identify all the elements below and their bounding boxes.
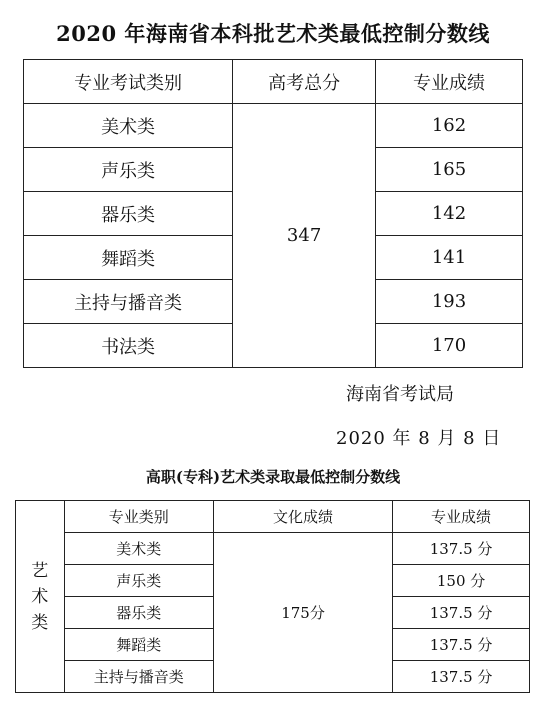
score-cell: 137.5 分 bbox=[393, 661, 530, 693]
category-cell: 美术类 bbox=[64, 533, 213, 565]
main-title: 2020 年海南省本科批艺术类最低控制分数线 bbox=[56, 21, 490, 46]
total-score-cell: 347 bbox=[233, 104, 376, 368]
category-cell: 主持与播音类 bbox=[64, 661, 213, 693]
score-cell: 150 分 bbox=[393, 565, 530, 597]
issue-date: 2020 年 8 月 8 日 bbox=[336, 428, 502, 449]
vocational-title: 高职(专科)艺术类录取最低控制分数线 bbox=[145, 468, 401, 486]
header-category: 专业考试类别 bbox=[24, 60, 233, 104]
header-major-score: 专业成绩 bbox=[376, 60, 523, 104]
category-cell: 舞蹈类 bbox=[64, 629, 213, 661]
group-label-char: 类 bbox=[31, 612, 49, 633]
vocational-score-table bbox=[15, 500, 530, 693]
category-cell: 舞蹈类 bbox=[24, 236, 233, 280]
table-header-row bbox=[24, 60, 523, 104]
category-cell: 美术类 bbox=[24, 104, 233, 148]
header-category: 专业类别 bbox=[64, 501, 213, 533]
score-cell: 165 bbox=[376, 148, 523, 192]
table-row bbox=[24, 104, 523, 148]
group-label-char: 艺 bbox=[31, 560, 49, 581]
group-label-cell bbox=[16, 501, 65, 693]
header-total-score: 高考总分 bbox=[233, 60, 376, 104]
table-header-row bbox=[16, 501, 530, 533]
score-cell: 141 bbox=[376, 236, 523, 280]
category-cell: 器乐类 bbox=[64, 597, 213, 629]
score-cell: 137.5 分 bbox=[393, 597, 530, 629]
table-row bbox=[16, 533, 530, 565]
score-cell: 170 bbox=[376, 324, 523, 368]
group-label bbox=[31, 558, 48, 636]
category-cell: 声乐类 bbox=[24, 148, 233, 192]
issuer-name: 海南省考试局 bbox=[346, 384, 454, 405]
category-cell: 主持与播音类 bbox=[24, 280, 233, 324]
header-major-score: 专业成绩 bbox=[393, 501, 530, 533]
undergraduate-score-table bbox=[23, 59, 523, 368]
category-cell: 书法类 bbox=[24, 324, 233, 368]
score-cell: 142 bbox=[376, 192, 523, 236]
score-cell: 137.5 分 bbox=[393, 629, 530, 661]
category-cell: 声乐类 bbox=[64, 565, 213, 597]
category-cell: 器乐类 bbox=[24, 192, 233, 236]
score-cell: 137.5 分 bbox=[393, 533, 530, 565]
score-cell: 193 bbox=[376, 280, 523, 324]
score-cell: 162 bbox=[376, 104, 523, 148]
culture-score-cell: 175分 bbox=[213, 533, 392, 693]
group-label-char: 术 bbox=[31, 586, 49, 607]
header-culture-score: 文化成绩 bbox=[213, 501, 392, 533]
